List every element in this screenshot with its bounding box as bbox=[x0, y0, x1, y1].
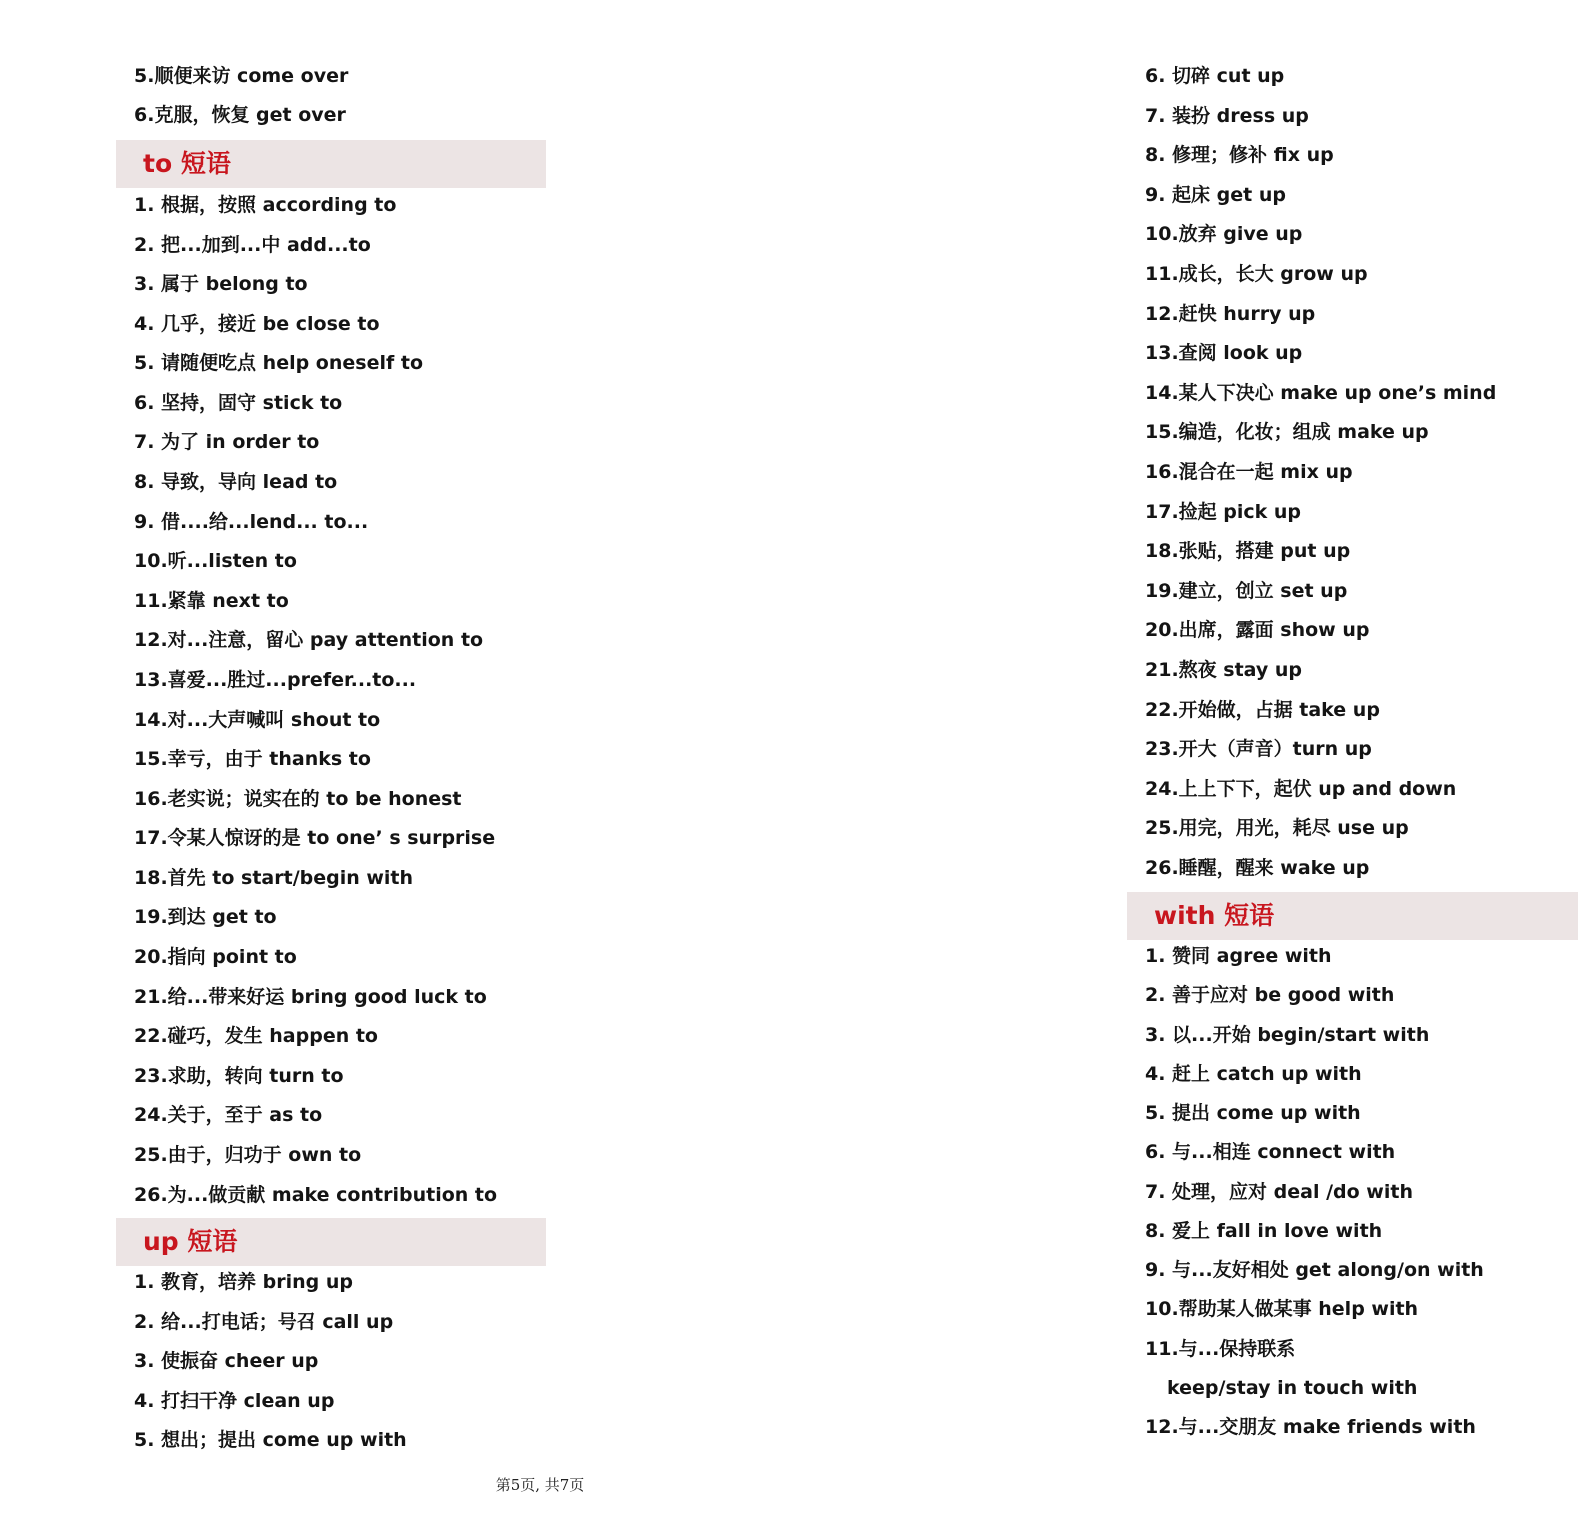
list-item: 17.令某人惊讶的是 to one’ s surprise bbox=[134, 827, 496, 850]
section-title: to 短语 bbox=[143, 149, 231, 178]
list-item: 2. 把...加到...中 add...to bbox=[134, 233, 371, 256]
list-item: 23.开大（声音）turn up bbox=[1145, 738, 1372, 761]
list-item: 11.成长，长大 grow up bbox=[1145, 263, 1368, 285]
list-item: 6. 坚持，固守 stick to bbox=[134, 391, 343, 414]
list-item: 26.为...做贡献 make contribution to bbox=[134, 1183, 498, 1206]
list-item: 5.顺便来访 come over bbox=[134, 65, 349, 87]
list-item: 22.碰巧，发生 happen to bbox=[134, 1025, 378, 1048]
list-item: 11.与...保持联系 bbox=[1145, 1337, 1296, 1360]
list-item: keep/stay in touch with bbox=[1167, 1376, 1418, 1399]
list-item: 2. 善于应对 be good with bbox=[1145, 984, 1395, 1007]
section-title: with 短语 bbox=[1154, 901, 1275, 930]
list-item: 1. 教育，培养 bring up bbox=[134, 1271, 354, 1293]
list-item: 19.到达 get to bbox=[134, 906, 277, 929]
list-item: 7. 为了 in order to bbox=[134, 431, 320, 454]
section-header-with bbox=[1127, 892, 1578, 940]
list-item: 15.编造，化妆；组成 make up bbox=[1145, 421, 1429, 444]
list-item: 11.紧靠 next to bbox=[134, 589, 289, 612]
list-item: 20.出席，露面 show up bbox=[1145, 619, 1370, 642]
list-item: 19.建立，创立 set up bbox=[1145, 579, 1348, 602]
list-item: 5. 请随便吃点 help oneself to bbox=[134, 352, 423, 375]
list-item: 17.捡起 pick up bbox=[1145, 500, 1302, 523]
list-item: 16.混合在一起 mix up bbox=[1145, 461, 1353, 483]
list-item: 2. 给...打电话；号召 call up bbox=[134, 1310, 394, 1333]
list-item: 12.与...交朋友 make friends with bbox=[1145, 1416, 1476, 1438]
list-item: 22.开始做，占据 take up bbox=[1145, 698, 1380, 721]
list-item: 25.用完，用光，耗尽 use up bbox=[1145, 817, 1409, 840]
list-item: 23.求助，转向 turn to bbox=[134, 1064, 344, 1087]
list-item: 4. 打扫干净 clean up bbox=[134, 1389, 335, 1412]
list-item: 15.幸亏，由于 thanks to bbox=[134, 748, 371, 771]
list-item: 7. 装扮 dress up bbox=[1145, 104, 1309, 127]
list-item: 14.对...大声喊叫 shout to bbox=[134, 708, 381, 731]
list-item: 3. 使振奋 cheer up bbox=[134, 1350, 319, 1373]
list-item: 9. 起床 get up bbox=[1145, 183, 1286, 206]
list-item: 1. 赞同 agree with bbox=[1145, 945, 1332, 967]
list-item: 8. 爱上 fall in love with bbox=[1145, 1219, 1383, 1242]
list-item: 6. 切碎 cut up bbox=[1145, 65, 1285, 87]
list-item: 8. 修理；修补 fix up bbox=[1145, 144, 1334, 167]
list-item: 18.张贴，搭建 put up bbox=[1145, 540, 1351, 563]
list-item: 5. 想出；提出 come up with bbox=[134, 1429, 407, 1452]
page-footer: 第5页, 共7页 bbox=[495, 1476, 585, 1494]
list-item: 1. 根据，按照 according to bbox=[134, 194, 397, 216]
list-item: 12.对...注意，留心 pay attention to bbox=[134, 629, 484, 652]
list-item: 4. 几乎，接近 be close to bbox=[134, 312, 380, 335]
list-item: 5. 提出 come up with bbox=[1145, 1102, 1361, 1124]
list-item: 16.老实说；说实在的 to be honest bbox=[134, 787, 462, 810]
list-item: 26.睡醒，醒来 wake up bbox=[1145, 857, 1370, 879]
list-item: 21.给...带来好运 bring good luck to bbox=[134, 985, 487, 1008]
list-item: 3. 属于 belong to bbox=[134, 273, 308, 296]
list-item: 10.听...listen to bbox=[134, 550, 297, 573]
list-item: 24.关于，至于 as to bbox=[134, 1104, 323, 1127]
list-item: 7. 处理，应对 deal /do with bbox=[1145, 1180, 1413, 1203]
list-item: 14.某人下决心 make up one’s mind bbox=[1145, 381, 1497, 404]
list-item: 3. 以...开始 begin/start with bbox=[1145, 1023, 1430, 1046]
section-header-up bbox=[116, 1218, 546, 1266]
list-item: 10.放弃 give up bbox=[1145, 223, 1303, 246]
list-item: 12.赶快 hurry up bbox=[1145, 302, 1316, 325]
list-item: 4. 赶上 catch up with bbox=[1145, 1062, 1362, 1085]
list-item: 9. 与...友好相处 get along/on with bbox=[1145, 1259, 1484, 1281]
section-header-to bbox=[116, 140, 546, 188]
list-item: 20.指向 point to bbox=[134, 946, 297, 969]
list-item: 9. 借....给...lend... to... bbox=[134, 510, 369, 533]
list-item: 18.首先 to start/begin with bbox=[134, 866, 414, 889]
list-item: 6.克服，恢复 get over bbox=[134, 104, 346, 126]
list-item: 21.熬夜 stay up bbox=[1145, 659, 1303, 681]
list-item: 13.喜爱...胜过...prefer...to... bbox=[134, 668, 417, 691]
list-item: 6. 与...相连 connect with bbox=[1145, 1141, 1396, 1164]
list-item: 13.查阅 look up bbox=[1145, 342, 1303, 365]
list-item: 25.由于，归功于 own to bbox=[134, 1143, 362, 1166]
list-item: 10.帮助某人做某事 help with bbox=[1145, 1298, 1419, 1321]
list-item: 24.上上下下，起伏 up and down bbox=[1145, 777, 1457, 800]
list-item: 8. 导致，导向 lead to bbox=[134, 471, 338, 494]
section-title: up 短语 bbox=[143, 1227, 238, 1256]
